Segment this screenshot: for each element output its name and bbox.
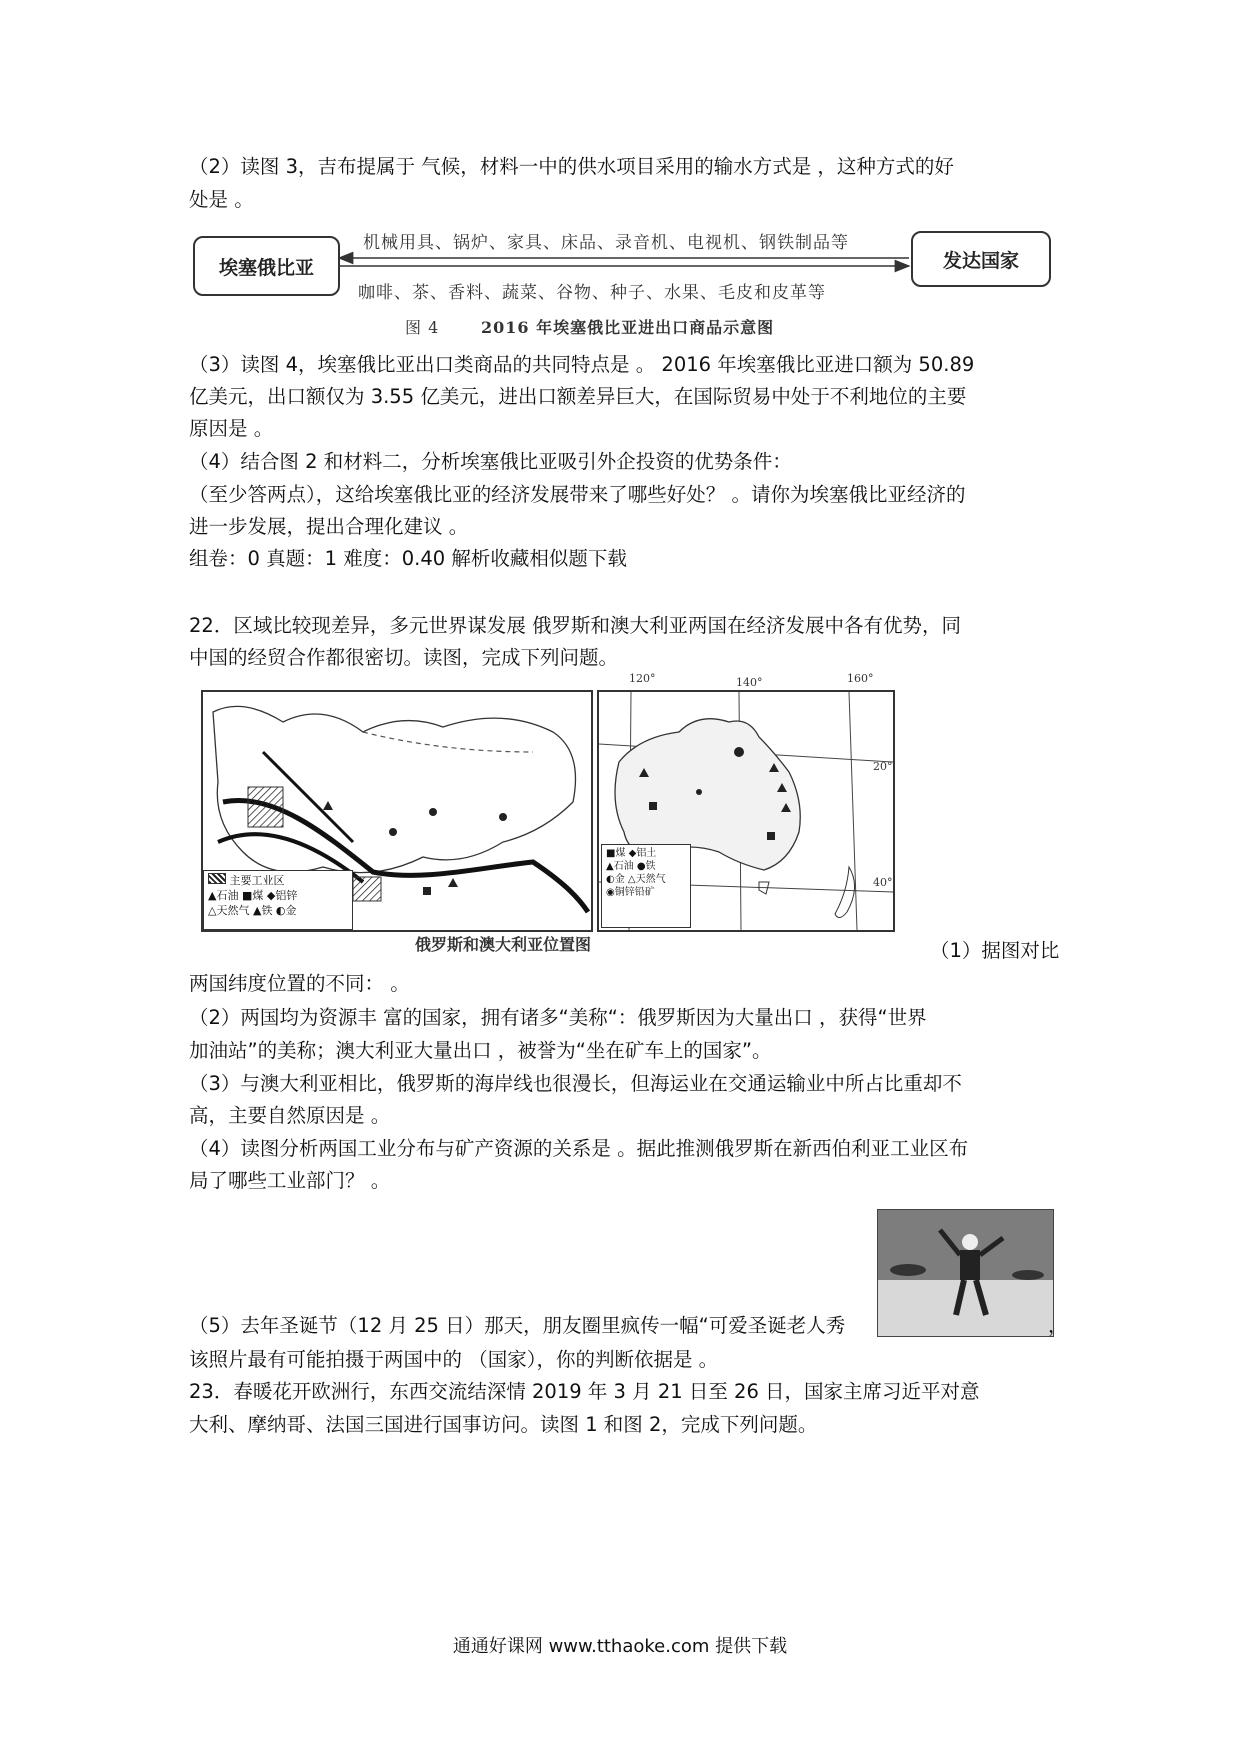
page-footer: 通通好课网 www.tthaoke.com 提供下载 [452,1636,788,1657]
lon-label-140: 140° [736,676,763,689]
lat-label-40: 40° [873,876,893,889]
santa-photo-drawing [878,1210,1053,1336]
legend-gas: 天然气 [216,904,250,917]
q22-line-2: 中国的经贸合作都很密切。读图，完成下列问题。 [189,646,619,669]
q23-line-1: 23．春暖花开欧洲行，东西交流结深情 2019 年 3 月 21 日至 26 日，国家主席习近平对意 [189,1380,980,1403]
santa-photo [877,1209,1054,1337]
q2-line-1: （2）读图 3，吉布提属于 气候，材料一中的供水项目采用的输水方式是 ，这种方式的好 [189,155,954,178]
q22-line-b2: （2）两国均为资源丰 富的国家，拥有诸多“美称“：俄罗斯因为大量出口 ，获得“世界 [189,1006,927,1029]
q23-line-2: 大利、摩纳哥、法国三国进行国事访问。读图 1 和图 2，完成下列问题。 [189,1413,818,1436]
q22-5-comma: ， [1048,1314,1068,1337]
q22-1-tail: （1）据图对比 [930,939,1060,962]
q22-5-line-2: 该照片最有可能拍摄于两国中的 （国家），你的判断依据是 。 [189,1348,719,1371]
figure-4-trade-diagram [193,228,1053,338]
figure-4-number: 图 4 [405,318,440,337]
export-goods-label: 咖啡、茶、香料、蔬菜、谷物、种子、水果、毛皮和皮革等 [358,283,826,303]
legend-industrial-zone: 主要工业区 [229,874,285,887]
q22-line-b5: 高，主要自然原因是 。 [189,1104,391,1127]
au-legend-gas: 天然气 [635,874,666,885]
australia-legend: ■煤 ◆铝土 ▲石油 ●铁 ◐金 △天然气 ◉铜锌铅矿 [601,844,691,928]
russia-legend: 主要工业区 ▲石油 ■煤 ◆铝锌 △天然气 ▲铁 ◐金 [203,870,353,930]
q22-line-b3: 加油站”的美称；澳大利亚大量出口 ，被誉为“坐在矿车上的国家”。 [189,1039,772,1062]
au-legend-bauxite: 铝土 [636,848,657,859]
lon-label-120: 120° [629,672,656,685]
au-legend-iron: 铁 [645,861,656,872]
q22-5-line: （5）去年圣诞节（12 月 25 日）那天，朋友圈里疯传一幅“可爱圣诞老人秀 [189,1314,846,1337]
q22-line-b7: 局了哪些工业部门？ 。 [189,1169,391,1192]
q3-line-2: 亿美元，出口额仅为 3.55 亿美元，进出口额差异巨大，在国际贸易中处于不利地位的主要 [189,385,967,408]
developed-countries-box: 发达国家 [911,231,1051,287]
lat-label-20: 20° [873,760,893,773]
legend-gold: 金 [285,904,297,917]
question-meta: 组卷：0 真题：1 难度：0.40 解析收藏相似题下载 [189,547,627,570]
q3-line-3: 原因是 。 [189,417,274,440]
q22-line-b4: （3）与澳大利亚相比，俄罗斯的海岸线也很漫长，但海运业在交通运输业中所占比重却不 [189,1072,962,1095]
au-legend-gold: 金 [614,874,625,885]
map-caption: 俄罗斯和澳大利亚位置图 [415,935,592,954]
q22-line-b6: （4）读图分析两国工业分布与矿产资源的关系是 。据此推测俄罗斯在新西伯利亚工业区布 [189,1137,969,1160]
q4-line-2: （至少答两点），这给埃塞俄比亚的经济发展带来了哪些好处？ 。请你为埃塞俄比亚经济的 [189,483,966,506]
russia-australia-map-figure [197,664,901,954]
au-legend-copper: 铜锌铅矿 [614,887,655,898]
legend-iron: 铁 [261,904,273,917]
au-legend-oil: 石油 [613,861,634,872]
q2-line-2: 处是 。 [189,188,254,211]
figure-4-caption: 2016 年埃塞俄比亚进出口商品示意图 [481,318,775,337]
lon-label-160: 160° [847,672,874,685]
russia-map [201,690,593,932]
q4-line-1: （4）结合图 2 和材料二，分析埃塞俄比亚吸引外企投资的优势条件： [189,450,792,473]
au-legend-coal: 煤 [615,848,626,859]
q22-line-1: 22．区域比较现差异，多元世界谋发展 俄罗斯和澳大利亚两国在经济发展中各有优势，同 [189,614,962,637]
import-goods-label: 机械用具、锅炉、家具、床品、录音机、电视机、钢铁制品等 [363,233,849,253]
legend-coal: 煤 [252,889,264,902]
legend-oil: 石油 [216,889,239,902]
legend-aluminium: 铝锌 [275,889,298,902]
q3-line-1: （3）读图 4，埃塞俄比亚出口类商品的共同特点是 。 2016 年埃塞俄比亚进口额为 50.89 [189,353,975,376]
q22-line-b1: 两国纬度位置的不同： 。 [189,972,410,995]
q4-line-3: 进一步发展，提出合理化建议 。 [189,515,469,538]
ethiopia-box: 埃塞俄比亚 [193,236,340,296]
australia-map [597,690,895,932]
